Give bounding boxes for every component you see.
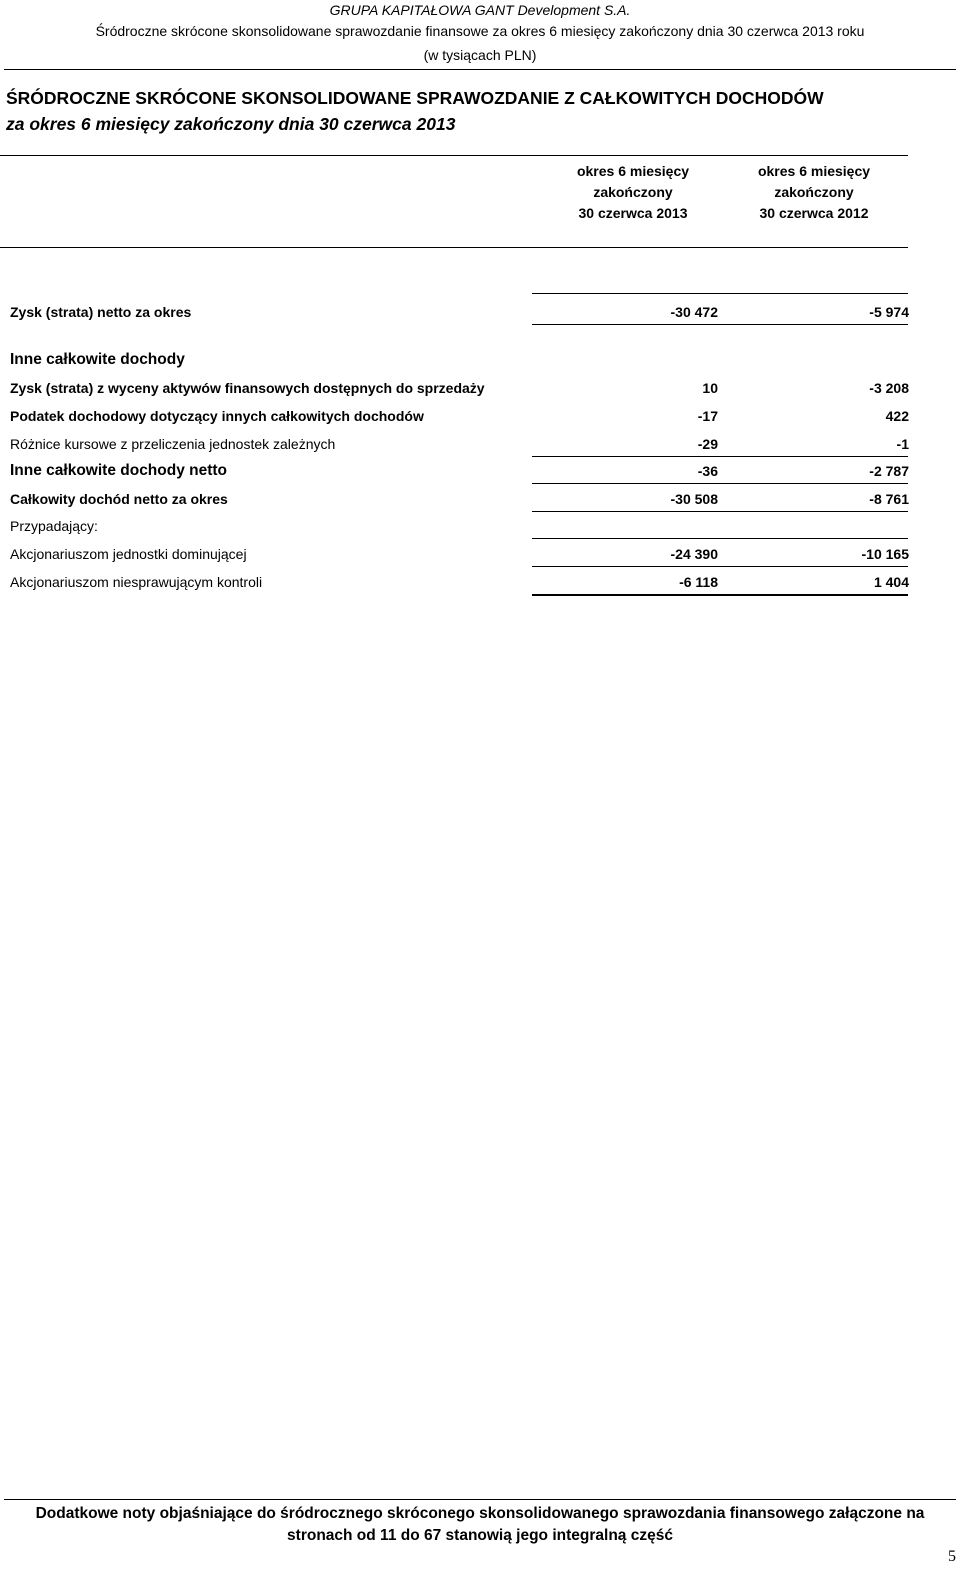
column-header-bottom-rule [0,247,908,248]
value-2012: -2 787 [869,463,909,479]
row-label: Akcjonariuszom jednostki dominującej [10,546,247,562]
table-row [0,572,960,592]
row-label: Inne całkowite dochody [10,351,185,368]
page-number: 5 [948,1548,956,1565]
value-2012: -8 761 [869,491,909,507]
table-row [0,461,960,481]
value-2012: -5 974 [869,304,909,320]
value-2013: -29 [697,436,718,452]
report-name: Śródroczne skrócone skonsolidowane sprawozdanie finansowe za okres 6 miesięcy zakończony dnia 30 czerwca 2013 roku [95,23,865,39]
row-label: Akcjonariuszom niesprawującym kontroli [10,574,263,590]
row-label: Różnice kursowe z przeliczenia jednostek zależnych [10,436,336,452]
row-label: Inne całkowite dochody netto [10,462,228,479]
value-2013: -36 [697,463,718,479]
table-row [0,544,960,564]
footer-note-line2: stronach od 11 do 67 stanowią jego integralną część [287,1527,673,1544]
row-rule [532,483,908,484]
table-row [0,350,960,370]
row-rule [532,538,908,539]
row-rule [532,456,908,457]
row-label: Całkowity dochód netto za okres [10,491,228,507]
table-row [0,302,960,322]
company-name: GRUPA KAPITAŁOWA GANT Development S.A. [329,2,631,18]
value-2013: 10 [702,380,718,396]
table-row [0,516,960,536]
value-2012: -1 [896,436,909,452]
row-rule [532,566,908,567]
value-2013: -30 508 [670,491,718,507]
value-2012: 422 [885,408,909,424]
table-top-rule [0,155,908,156]
row-rule [532,511,908,512]
value-2012: 1 404 [873,574,909,590]
column-header-line: okres 6 miesięcy [576,163,690,179]
value-2013: -17 [697,408,718,424]
row-rule [532,324,908,325]
value-2013: -24 390 [670,546,718,562]
statement-period: za okres 6 miesięcy zakończony dnia 30 czerwca 2013 [6,114,456,134]
column-header-line: zakończony [774,184,854,200]
row-label: Podatek dochodowy dotyczący innych całkowitych dochodów [10,408,424,424]
units-note: (w tysiącach PLN) [423,47,537,63]
row-label: Zysk (strata) z wyceny aktywów finansowych dostępnych do sprzedaży [10,380,485,396]
row-rule [532,293,908,294]
value-2012: -10 165 [861,546,909,562]
value-2012: -3 208 [869,380,909,396]
table-row [0,378,960,398]
column-header-line: zakończony [593,184,673,200]
table-row [0,434,960,454]
column-header-2013 [543,161,723,224]
column-header-line: okres 6 miesięcy [757,163,871,179]
row-label: Zysk (strata) netto za okres [10,304,192,320]
table-row [0,489,960,509]
column-header-line: 30 czerwca 2013 [578,205,688,221]
footer-note-line1: Dodatkowe noty objaśniające do śródrocznego skróconego skonsolidowanego sprawozdania finansowego załączone na [35,1505,925,1522]
table-row [0,406,960,426]
value-2013: -30 472 [670,304,718,320]
value-2013: -6 118 [679,574,718,590]
table-bottom-rule [532,594,908,596]
header-rule [4,69,956,70]
column-header-2012 [724,161,904,224]
statement-title: ŚRÓDROCZNE SKRÓCONE SKONSOLIDOWANE SPRAWOZDANIE Z CAŁKOWITYCH DOCHODÓW [6,88,824,108]
footer-rule [4,1499,956,1500]
row-label: Przypadający: [10,518,98,534]
column-header-line: 30 czerwca 2012 [759,205,869,221]
